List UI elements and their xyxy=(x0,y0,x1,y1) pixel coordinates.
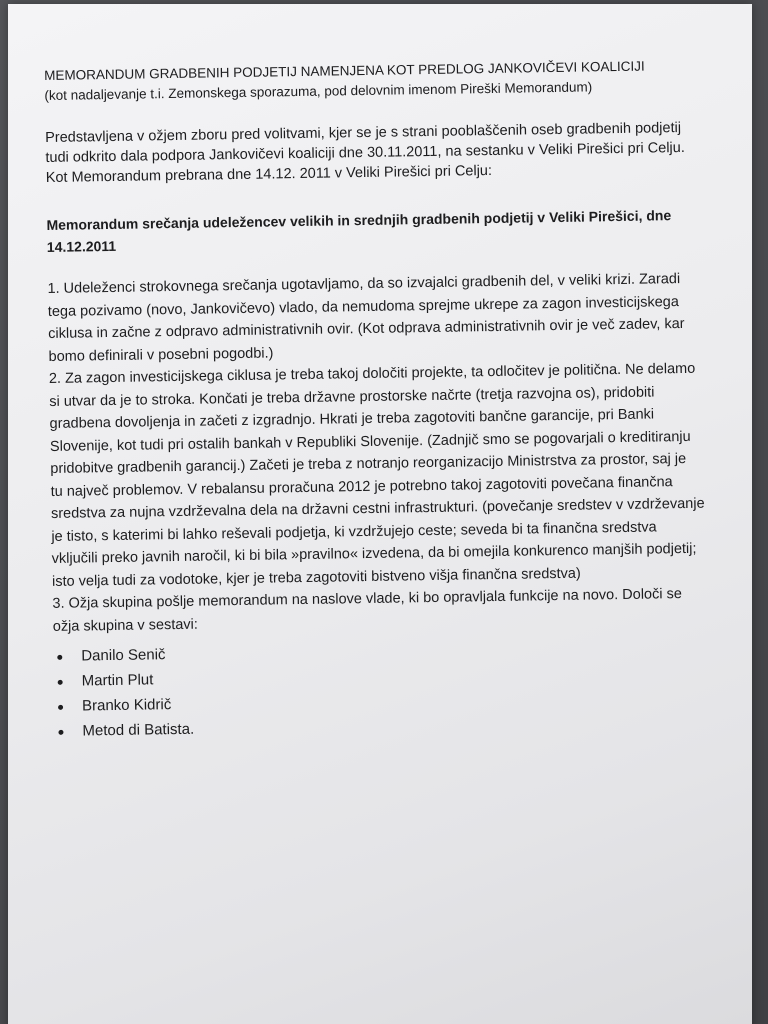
body-line: vključili preko javnih naročil, ki bi bila »pravilno« izvedena, da bi omejila konkurenco manjših podjetij; xyxy=(51,540,697,567)
intro-line: Predstavljena v ožjem zboru pred volitvami, kjer se je s strani pooblaščenih oseb gradbenih podjetij xyxy=(45,120,682,146)
heading-line: 14.12.2011 xyxy=(46,237,117,255)
body-line: gradbena dovoljenja in začeti z izgradnjo. Hkrati je treba zagotoviti bančne garancije, pri Banki xyxy=(49,406,655,432)
body-line: ožja skupina v sestavi: xyxy=(52,616,198,635)
document-content xyxy=(44,55,745,744)
bullet-icon xyxy=(58,730,63,735)
bullet-icon xyxy=(57,655,62,660)
body-line: bomo definirali v posebni pogodbi.) xyxy=(48,344,274,365)
body-line: Slovenije, kot tudi pri ostalih bankah v Republiki Slovenije. (Zadnjič smo se pogovarjali o kreditiranju xyxy=(49,428,691,455)
member-name: Metod di Batista. xyxy=(82,720,195,740)
memorandum-heading xyxy=(46,203,737,258)
body-line: ciklusa in začne z odpravo administrativnih ovir. (Kot odprava administrativnih ovir je več zadev, kar xyxy=(48,315,685,342)
paper-sheet xyxy=(8,4,752,1024)
subtitle-line: (kot nadaljevanje t.i. Zemonskega sporazuma, pod delovnim imenom Pireški Memorandum) xyxy=(44,79,593,103)
body-line: pridobitve gradbenih garancij.) Začeti je treba z notranjo reorganizacijo Ministrstva za prostor, saj je xyxy=(50,450,687,477)
body-line: 2. Za zagon investicijskega ciklusa je treba takoj določiti projekte, ta odločitev je politična. Ne delamo xyxy=(48,360,696,387)
body-line: tega pozivamo (novo, Jankovičevo) vlado, da nemudoma sprejme ukrepe za zagon investicijskega xyxy=(47,293,679,320)
memorandum-body xyxy=(47,267,744,744)
bullet-icon xyxy=(58,680,63,685)
member-name: Branko Kidrič xyxy=(81,696,172,715)
body-line: 1. Udeleženci strokovnega srečanja ugotavljamo, da so izvajalci gradbenih del, v veliki krizi. Zaradi xyxy=(47,271,681,297)
document-title xyxy=(44,55,735,106)
bullet-icon xyxy=(58,705,63,710)
title-line: MEMORANDUM GRADBENIH PODJETIJ NAMENJENA KOT PREDLOG JANKOVIČEVI KOALICIJI xyxy=(44,58,645,83)
body-line: je tisto, s katerimi bi lahko reševali podjetja, ki vzdržujejo ceste; seveda bi ta finančna sredstva xyxy=(51,518,657,545)
intro-line: tudi odkrito dala podpora Jankovičevi koaliciji dne 30.11.2011, na sestanku v Veliki Pirešici pri Celju. xyxy=(45,139,685,166)
heading-line: Memorandum srečanja udeležencev velikih in srednjih gradbenih podjetij v Veliki Pirešici, dne xyxy=(46,207,672,233)
body-line: si utvar da je to stroka. Končati je treba državne prostorske načrte (tretja razvojna os), pridobiti xyxy=(49,383,655,410)
member-name: Martin Plut xyxy=(81,671,154,690)
body-line: isto velja tudi za vodotoke, kjer je treba zagotoviti bistveno višja finančna sredstva) xyxy=(51,565,581,590)
intro-line: Kot Memorandum prebrana dne 14.12. 2011 v Veliki Pirešici pri Celju: xyxy=(45,162,493,186)
body-line: sredstva za nujna vzdrževalna dela na državni cestni infrastrukturi. (povečanje sredstev v vzdrževanje xyxy=(50,495,705,522)
body-line: tu največ problemov. V rebalansu proračuna 2012 je potrebno takoj zagotoviti povečana finančna xyxy=(50,473,673,500)
member-name: Danilo Senič xyxy=(81,646,166,665)
body-line: 3. Ožja skupina pošlje memorandum na naslove vlade, ki bo opravljala funkcije na novo. Določi se xyxy=(52,586,682,612)
member-list xyxy=(53,633,744,744)
intro-paragraph xyxy=(45,117,736,188)
